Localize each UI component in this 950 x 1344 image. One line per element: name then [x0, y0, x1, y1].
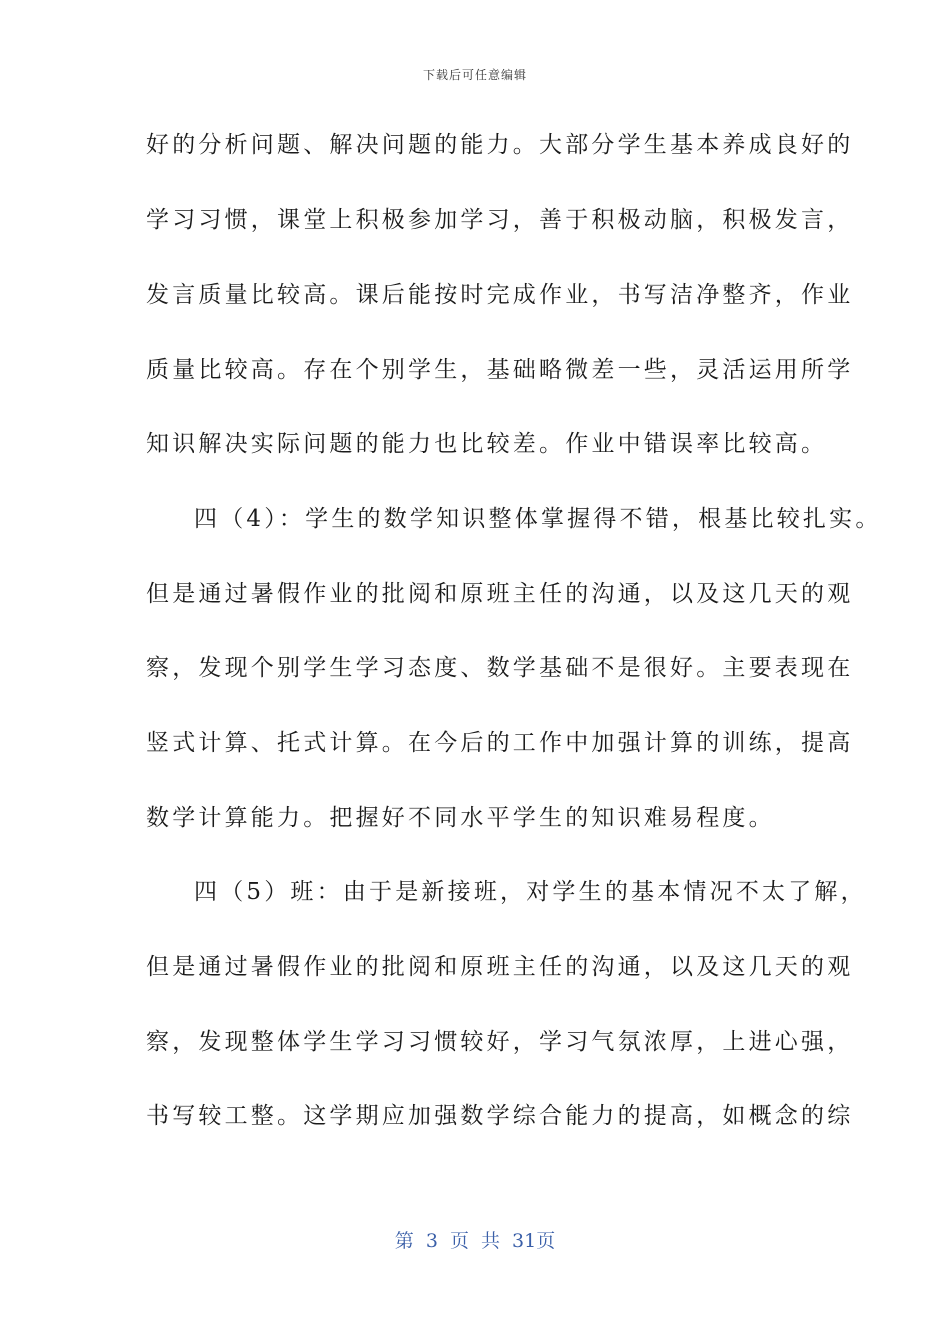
paragraph-line: 四（5）班：由于是新接班，对学生的基本情况不太了解， — [194, 879, 867, 905]
paragraph-line: 但是通过暑假作业的批阅和原班主任的沟通，以及这几天的观 — [146, 581, 854, 607]
paragraph-line: 竖式计算、托式计算。在今后的工作中加强计算的训练，提高 — [146, 730, 854, 756]
paragraph-line: 数学计算能力。把握好不同水平学生的知识难易程度。 — [146, 805, 775, 831]
paragraph-line: 察，发现整体学生学习习惯较好，学习气氛浓厚，上进心强， — [146, 1029, 854, 1055]
paragraph-line: 质量比较高。存在个别学生，基础略微差一些，灵活运用所学 — [146, 357, 854, 383]
paragraph-line: 学习习惯，课堂上积极参加学习，善于积极动脑，积极发言， — [146, 207, 854, 233]
paragraph-line: 书写较工整。这学期应加强数学综合能力的提高，如概念的综 — [146, 1103, 854, 1129]
paragraph-line: 察，发现个别学生学习态度、数学基础不是很好。主要表现在 — [146, 655, 854, 681]
paragraph-line: 好的分析问题、解决问题的能力。大部分学生基本养成良好的 — [146, 132, 854, 158]
page-number-footer: 第 3 页 共 31页 — [394, 1230, 556, 1252]
page-header-note: 下载后可任意编辑 — [422, 68, 527, 82]
paragraph-line: 发言质量比较高。课后能按时完成作业，书写洁净整齐，作业 — [146, 282, 854, 308]
paragraph-line: 但是通过暑假作业的批阅和原班主任的沟通，以及这几天的观 — [146, 954, 854, 980]
paragraph-line: 四（4）：学生的数学知识整体掌握得不错，根基比较扎实。 — [194, 506, 882, 532]
paragraph-line: 知识解决实际问题的能力也比较差。作业中错误率比较高。 — [146, 431, 828, 457]
